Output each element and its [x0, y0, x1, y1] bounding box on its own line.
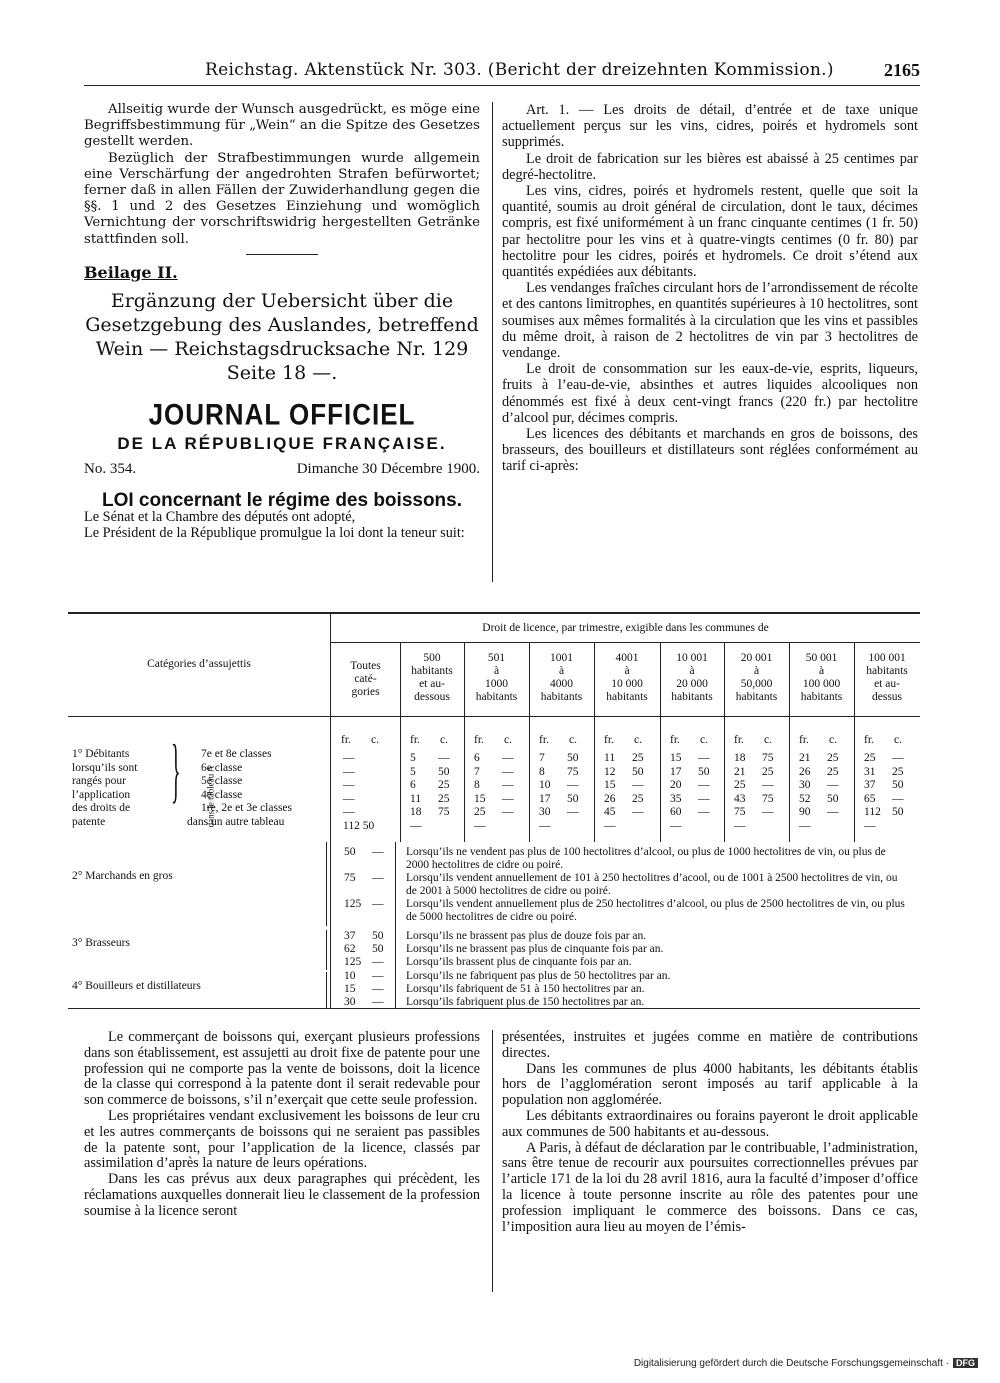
- column-divider-top: [492, 102, 493, 582]
- column-divider-bottom: [492, 1030, 493, 1292]
- table-cell: 7: [539, 752, 545, 764]
- table-cell: 25: [864, 752, 876, 764]
- table-cell: 15: [604, 779, 616, 791]
- bottom-right-paragraph-4: A Paris, à défaut de déclaration par le contribuable, l’administration, sans être tenue de recourir aux poursuites correctionnelles prévues par l’article 171 de la loi du 28 avril 1816, aura la faculté d’imposer d’office la licence à toute personne inscrite au rôle des patentes pour une profession impliquant le commerce des boissons. Dans ce cas, l’imposition aura lieu au moyen de l’émis-: [502, 1139, 918, 1235]
- dfg-logo: DFG: [953, 1358, 978, 1368]
- column-header-line: dessus: [871, 691, 903, 703]
- table-cell: —: [827, 806, 839, 818]
- column-header-line: 500: [423, 652, 441, 664]
- column-header-line: 20 001: [740, 652, 773, 664]
- table-cell: 15: [474, 792, 486, 805]
- column-header-line: habitants: [671, 691, 713, 703]
- table-cell: 30: [799, 779, 811, 791]
- unit-label: c.: [700, 734, 708, 746]
- table-cell: 25: [632, 752, 644, 764]
- column-divider: [400, 642, 401, 842]
- footer-text: Digitalisierung gefördert durch die Deutsche Forschungsgemeinschaft ·: [633, 1358, 949, 1369]
- adopt-line-2: Le Président de la République promulgue la loi dont la teneur suit:: [84, 525, 465, 542]
- table-cell: —: [632, 779, 644, 791]
- table-cell: —: [372, 970, 384, 982]
- column-divider: [660, 642, 661, 842]
- beilage-heading: Beilage II.: [84, 262, 178, 282]
- table-cell: 6: [410, 779, 416, 791]
- table-cell: —: [567, 806, 579, 818]
- column-divider: [724, 642, 725, 842]
- column-header-line: habitants: [606, 691, 648, 703]
- table-cell: —: [698, 792, 710, 805]
- table-cell: 17: [670, 765, 682, 778]
- column-header: [464, 652, 529, 704]
- table-cell: 50: [632, 765, 644, 778]
- table-cell: 75: [762, 752, 774, 764]
- table-cell: 20: [670, 779, 682, 791]
- table-cell: 7: [474, 765, 480, 778]
- column-header-line: et au-: [874, 678, 900, 690]
- table-cell: —: [372, 872, 384, 884]
- debitants-classes: 7e et 8e classes 6e classe 5e classe 4e classe 1re, 2e et 3e classes dans un autre tableau: [187, 748, 293, 828]
- table-cell: 26: [799, 765, 811, 778]
- table-cell: 37: [864, 779, 876, 791]
- table-cell: —: [539, 819, 551, 832]
- column-header: [854, 652, 920, 704]
- ergaenzung-title: Ergänzung der Uebersicht über die Gesetzgebung des Auslandes, betreffend Wein — Reichstagsdrucksache Nr. 129 Seite 18 —.: [85, 290, 479, 385]
- table-cell: 60: [670, 806, 682, 818]
- unit-label: c.: [764, 734, 772, 746]
- column-header: [529, 652, 594, 704]
- issue-line: [84, 461, 480, 477]
- table-cell: —: [567, 779, 579, 791]
- unit-label: c.: [440, 734, 448, 746]
- table-cell: —: [502, 765, 514, 778]
- table-cell: —: [343, 792, 355, 805]
- table-cell: —: [372, 956, 384, 969]
- condition-text: Lorsqu’ils ne brassent pas plus de cinquante fois par an.: [406, 943, 664, 956]
- table-cell: —: [864, 819, 876, 832]
- table-cell: 50: [698, 765, 710, 778]
- table-cell: 12: [604, 765, 616, 778]
- table-cell: 112: [864, 806, 881, 818]
- table-cell: 10: [344, 970, 356, 982]
- condition-text: Lorsqu’ils vendent annuellement de 101 à 250 hectolitres d’acool, ou de 1001 à 2500 hectolitres de vin, ou de 2001 à 5000 hectolitres de cidre ou poiré.: [406, 872, 898, 897]
- column-divider: [464, 642, 465, 842]
- column-header: [724, 652, 789, 704]
- bottom-left-paragraph-3: Dans les cas prévus aux deux paragraphes qui précèdent, les réclamations auxquelles donnerait lieu le classement de la profession soumise à la licence seront: [84, 1171, 480, 1219]
- table-cell: 65: [864, 792, 876, 805]
- table-cell: 11: [410, 792, 422, 805]
- bottom-right-column: [502, 1030, 918, 1235]
- table-cell: —: [372, 996, 384, 1009]
- column-header-line: habitants: [475, 691, 518, 703]
- table-cell: —: [502, 792, 514, 805]
- table-cell: —: [502, 752, 514, 764]
- table-cell: —: [734, 819, 746, 832]
- unit-label: c.: [569, 734, 577, 746]
- column-header-line: 50,000: [740, 678, 773, 690]
- condition-text: Lorsqu’ils ne vendent pas plus de 100 hectolitres d’alcool, ou plus de 1000 hectolitres de vin, ou plus de 2000 hectolitres de cidre ou poiré.: [406, 846, 886, 871]
- unit-label: c.: [894, 734, 902, 746]
- table-cell: —: [438, 752, 450, 764]
- bouilleurs-label: 4° Bouilleurs et distillateurs: [72, 980, 201, 992]
- table-cell: —: [343, 765, 355, 778]
- column-header-line: 10 001: [676, 652, 708, 664]
- table-cell: —: [474, 819, 486, 832]
- column-header: [331, 660, 400, 699]
- column-header-line: Toutes: [350, 660, 381, 672]
- column-divider: [594, 642, 595, 842]
- unit-label: fr.: [604, 734, 614, 746]
- bottom-left-paragraph-2: Les propriétaires vendant exclusivement les boissons de leur cru et les autres commerçants de boissons qui ne seraient pas passibles de la patente sont, pour l’application de la licence, classés par assimilation d’après la nature de leurs opérations.: [84, 1107, 480, 1172]
- bottom-right-paragraph-2: Dans les communes de plus 4000 habitants, les débitants établis hors de l’agglomération seront imposés au tarif applicable à la population non agglomérée.: [502, 1060, 918, 1109]
- table-cell: 21: [734, 765, 746, 778]
- issue-number: No. 354.: [84, 461, 137, 478]
- column-header-line: habitants: [540, 691, 583, 703]
- table-cell: 37: [344, 930, 356, 942]
- unit-label: fr.: [474, 734, 484, 746]
- column-header-line: 100 000: [802, 678, 841, 690]
- table-cell: 8: [539, 765, 545, 778]
- table-cell: —: [372, 898, 384, 910]
- table-cell: 45: [604, 806, 616, 818]
- header-title: Reichstag. Aktenstück Nr. 303. (Bericht der dreizehnten Kommission.): [205, 60, 834, 80]
- unit-label: fr.: [799, 734, 809, 746]
- table-cell: 25: [438, 792, 450, 805]
- table-cell: —: [502, 779, 514, 791]
- table-cell: 8: [474, 779, 480, 791]
- table-cell: —: [799, 819, 811, 832]
- column-header: [400, 652, 464, 704]
- table-cell: —: [343, 806, 355, 818]
- unit-label: fr.: [864, 734, 874, 746]
- column-header-line: habitants: [800, 691, 843, 703]
- column-header-line: et au-: [419, 678, 445, 690]
- table-cell: 50: [372, 930, 384, 942]
- column-header-line: 4000: [550, 678, 573, 690]
- marchands-bracket: [326, 842, 327, 926]
- brasseurs-bracket: [326, 930, 327, 970]
- right-paragraph-2: Le droit de fabrication sur les bières est abaissé à 25 centimes par degré-hectolitre.: [502, 150, 918, 183]
- table-cell: 26: [604, 792, 616, 805]
- column-header-line: 501: [487, 652, 506, 664]
- table-cell: —: [892, 752, 904, 764]
- table-cell: 25: [762, 765, 774, 778]
- digitization-footer: [634, 1358, 978, 1369]
- table-cell: —: [892, 792, 904, 805]
- column-header-line: à: [558, 665, 565, 677]
- left-paragraph-2: Bezüglich der Strafbestimmungen wurde allgemein eine Verschärfung der angedrohten Strafen befürwortet; ferner daß in allen Fällen der Zuwiderhandlung gegen die §§. 1 und 2 des Gesetzes Einziehung und womöglich Vernichtung der vorschriftswidrig hergestellten Getränke stattfinden soll.: [84, 150, 480, 247]
- tableau-a-vertical-label: dans le tableau A: [205, 765, 216, 828]
- table-cell: 50: [827, 792, 839, 805]
- loi-title: LOI concernant le régime des boissons.: [101, 490, 463, 512]
- table-header-rule: [68, 716, 920, 717]
- table-cell: 50: [438, 765, 450, 778]
- column-header-line: caté-: [354, 673, 377, 685]
- column-header-line: 4001: [615, 652, 639, 664]
- table-cell: —: [698, 806, 710, 818]
- condition-text: Lorsqu’ils fabriquent de 51 à 150 hectolitres par an.: [406, 983, 645, 996]
- column-header-line: 50 001: [805, 652, 838, 664]
- right-paragraph-3: Les vins, cidres, poirés et hydromels restent, quelle que soit la quantité, soumis au droit général de circulation, dont le taux, décimes compris, est fixé uniformément à un franc cinquante centimes (1 fr. 50) par hectolitre pour les vins et à quatre-vingts centimes (0 fr. 80) par hectolitre pour les cidres, poirés et hydromels. Ce droit s’étend aux quantités expédiées aux débitants.: [502, 183, 918, 281]
- table-cell: —: [698, 752, 710, 764]
- table-cell: 75: [762, 792, 774, 805]
- column-header-line: dessous: [414, 691, 450, 703]
- column-header: [789, 652, 854, 704]
- table-cell: —: [698, 779, 710, 791]
- table-cell: —: [372, 983, 384, 996]
- table-cell: —: [502, 806, 514, 818]
- table-cell: 11: [604, 752, 616, 764]
- table-cell: 25: [827, 765, 839, 778]
- debitants-label: 1° Débitants lorsqu’ils sont rangés pour l’application des droits de patente: [72, 748, 138, 828]
- column-header-line: 100 001: [868, 652, 906, 664]
- debitants-brace: }: [171, 733, 181, 813]
- bottom-left-paragraph-1: Le commerçant de boissons qui, exerçant plusieurs professions dans son établissement, est assujetti au droit fixe de patente pour une profession qui ne comporte pas la vente de boissons, doit la licence de la classe qui correspond à la patente dont il serait redevable pour son commerce de boissons, s’il n’exerçait que cette seule profession.: [84, 1029, 480, 1109]
- column-header: [660, 652, 724, 704]
- column-header-line: à: [818, 665, 825, 677]
- table-cell: 21: [799, 752, 811, 764]
- table-cell: 43: [734, 792, 746, 805]
- table-cell: —: [604, 819, 616, 832]
- marchands-label: 2° Marchands en gros: [72, 870, 173, 882]
- unit-label: fr.: [341, 734, 351, 746]
- right-paragraph-4: Les vendanges fraîches circulant hors de l’arrondissement de récolte et des cantons limitrophes, en quantités supérieures à 10 hectolitres, sont soumises aux mêmes formalités à la circulation que les vins et passibles du même droit, à raison de 2 hectolitres de vin par 3 hectolitres de vendange.: [502, 280, 918, 362]
- condition-text: Lorsqu’ils ne fabriquent pas plus de 50 hectolitres par an.: [406, 970, 671, 982]
- unit-label: c.: [371, 734, 379, 746]
- column-header-line: 1001: [550, 652, 573, 664]
- table-cell: 50: [892, 779, 904, 791]
- right-column: [502, 102, 918, 475]
- right-paragraph-6: Les licences des débitants et marchands en gros de boissons, des brasseurs, des bouilleurs et distillateurs sont réglées conformément au tarif ci-après:: [502, 426, 918, 475]
- left-paragraph-1: Allseitig wurde der Wunsch ausgedrückt, es möge eine Begriffsbestimmung für „Wein“ an die Spitze des Gesetzes gestellt werden.: [84, 102, 480, 150]
- table-cell: —: [343, 779, 355, 791]
- bottom-right-paragraph-1: présentées, instruites et jugées comme en matière de contributions directes.: [502, 1029, 918, 1061]
- table-cell: 62: [344, 943, 356, 956]
- column-header-line: à: [493, 665, 500, 677]
- table-cell: 10: [539, 779, 551, 791]
- table-span-header: Droit de licence, par trimestre, exigible dans les communes de: [482, 622, 769, 634]
- bottom-left-column: [84, 1030, 480, 1220]
- table-cell: 30: [539, 806, 551, 818]
- bottom-right-paragraph-3: Les débitants extraordinaires ou forains payeront le droit applicable aux communes de 500 habitants et au-dessous.: [502, 1107, 918, 1140]
- bouilleurs-bracket: [326, 972, 327, 1008]
- adopt-line-1: Le Sénat et la Chambre des députés ont adopté,: [84, 509, 356, 526]
- table-cell: 25: [632, 792, 644, 805]
- column-divider: [529, 642, 530, 842]
- table-cell: 75: [567, 765, 579, 778]
- column-header-line: gories: [351, 686, 380, 698]
- condition-text: Lorsqu’ils fabriquent plus de 150 hectolitres par an.: [406, 996, 645, 1009]
- journal-title: JOURNAL OFFICIEL: [148, 396, 416, 432]
- table-cell: 31: [864, 765, 876, 778]
- issue-date: Dimanche 30 Décembre 1900.: [296, 461, 480, 478]
- table-top-rule: [68, 612, 920, 614]
- table-cell: 50: [344, 846, 356, 858]
- column-header-line: 1000: [485, 678, 508, 690]
- unit-label: fr.: [670, 734, 680, 746]
- table-cell: 18: [410, 806, 422, 818]
- table-cell: 15: [670, 752, 682, 764]
- column-header-line: 10 000: [611, 678, 643, 690]
- table-cell: 5: [410, 765, 416, 778]
- left-column: [84, 102, 480, 541]
- table-cell: —: [343, 752, 355, 764]
- table-cell: 125: [344, 956, 362, 969]
- condition-text: Lorsqu’ils vendent annuellement plus de 250 hectolitres d’alcool, ou plus de 2500 hectolitres de vin, ou plus de 5000 hectolitres de cidre ou poiré.: [406, 898, 905, 923]
- table-cell: 6: [474, 752, 480, 764]
- table-span-rule: [331, 642, 920, 643]
- page-number: 2165: [884, 60, 920, 80]
- table-cell: 25: [734, 779, 746, 791]
- table-cell: 18: [734, 752, 746, 764]
- table-cell: 17: [539, 792, 551, 805]
- table-cell: 35: [670, 792, 682, 805]
- table-category-header: Catégories d’assujettis: [147, 658, 251, 670]
- licence-tariff-table: [68, 612, 920, 1020]
- table-cell: —: [827, 779, 839, 791]
- table-cell: 25: [474, 806, 486, 818]
- column-header-line: à: [624, 665, 630, 677]
- table-cell: 15: [344, 983, 356, 996]
- column-header-line: habitants: [411, 665, 453, 677]
- separator: [246, 254, 318, 255]
- column-divider: [789, 642, 790, 842]
- table-cell: 50: [892, 806, 904, 818]
- table-cell: 50: [372, 943, 384, 956]
- table-cell: —: [762, 806, 774, 818]
- right-paragraph-1: Art. 1. — Les droits de détail, d’entrée et de taxe unique actuellement perçus sur les vins, cidres, poirés et hydromels sont supprimés.: [502, 102, 918, 151]
- table-cell: 125: [344, 898, 362, 910]
- table-cell: 52: [799, 792, 811, 805]
- condition-divider: [395, 842, 396, 1008]
- brasseurs-label: 3° Brasseurs: [72, 937, 130, 949]
- table-cell: 75: [438, 806, 450, 818]
- table-cell: —: [762, 779, 774, 791]
- table-cell: 25: [892, 765, 904, 778]
- unit-label: c.: [634, 734, 642, 746]
- column-header-line: habitants: [866, 665, 908, 677]
- header-rule: [84, 85, 920, 86]
- unit-label: fr.: [410, 734, 420, 746]
- unit-label: fr.: [734, 734, 744, 746]
- table-cell: —: [410, 819, 422, 832]
- table-cell: —: [670, 819, 682, 832]
- right-paragraph-5: Le droit de consommation sur les eaux-de-vie, esprits, liqueurs, fruits à l’eau-de-vie, absinthes et autres liquides alcooliques non dénommés est fixé à deux cent-vingt francs (220 fr.) par hectolitre d’alcool pur, décimes compris.: [502, 361, 918, 426]
- table-cell: —: [372, 846, 384, 858]
- table-cell: 50: [567, 792, 579, 805]
- condition-text: Lorsqu’ils ne brassent pas plus de douze fois par an.: [406, 930, 647, 942]
- column-header: [594, 652, 660, 704]
- table-cell: 112 50: [343, 819, 375, 832]
- column-header-line: à: [753, 665, 760, 677]
- table-cell: 5: [410, 752, 416, 764]
- table-cell: —: [632, 806, 644, 818]
- table-cell: 75: [344, 872, 356, 884]
- unit-label: fr.: [539, 734, 549, 746]
- column-header-line: 20 000: [676, 678, 708, 690]
- table-cell: 25: [438, 779, 450, 791]
- column-divider: [854, 642, 855, 842]
- column-header-line: à: [689, 665, 695, 677]
- table-cell: 75: [734, 806, 746, 818]
- republique-subtitle: DE LA RÉPUBLIQUE FRANÇAISE.: [117, 434, 447, 454]
- table-cell: 50: [567, 752, 579, 764]
- table-cell: 25: [827, 752, 839, 764]
- table-cell: 30: [344, 996, 356, 1009]
- unit-label: c.: [829, 734, 837, 746]
- unit-label: c.: [504, 734, 512, 746]
- table-cell: 90: [799, 806, 811, 818]
- running-header: [205, 60, 920, 84]
- condition-text: Lorsqu’ils brassent plus de cinquante fois par an.: [406, 956, 632, 969]
- column-header-line: habitants: [735, 691, 778, 703]
